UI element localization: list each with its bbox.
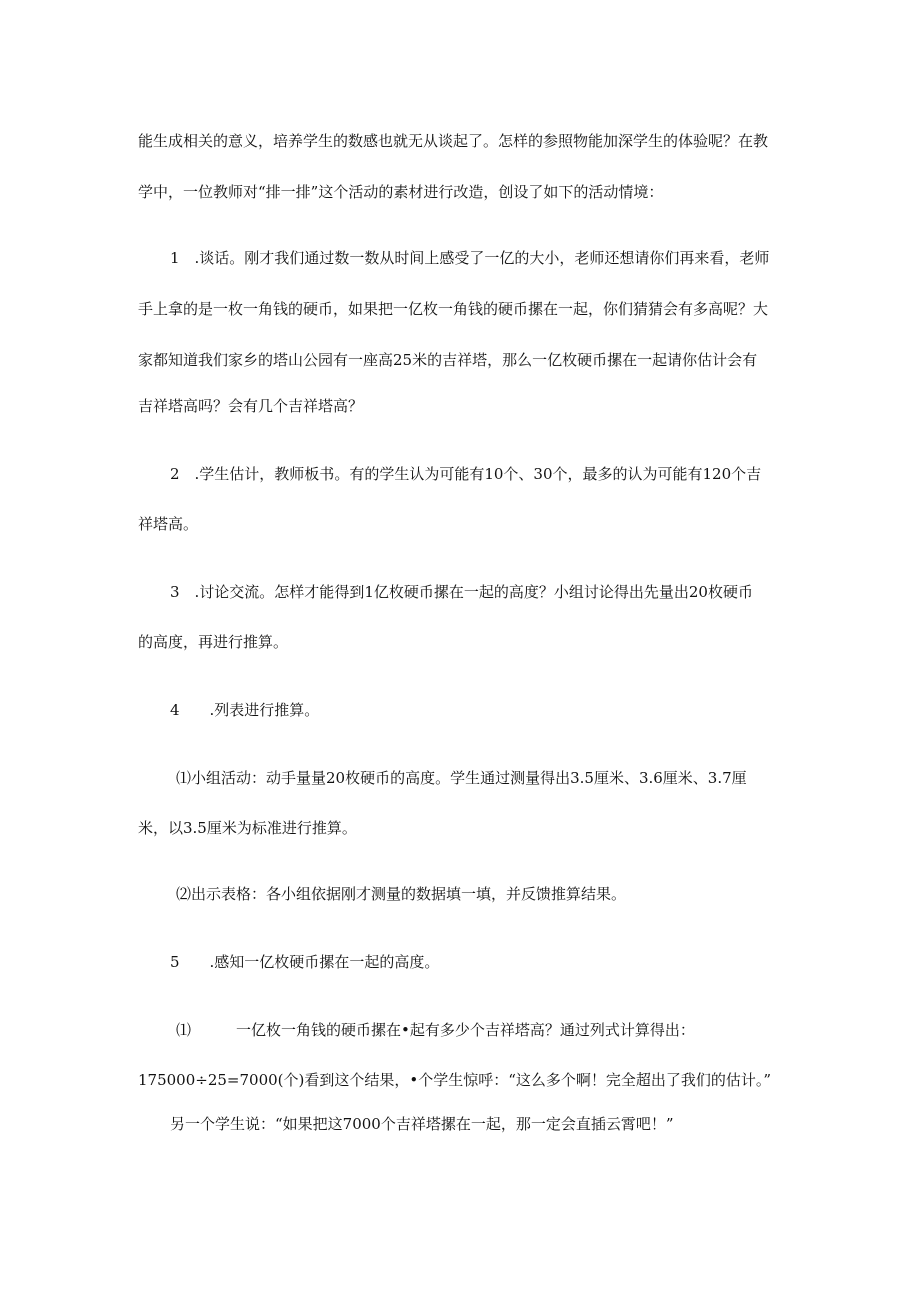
text-line: ⑴ 一亿枚一角钱的硬币摞在•起有多少个吉祥塔高？通过列式计算得出： bbox=[176, 1021, 695, 1039]
text-line: 学中，一位教师对“排一排”这个活动的素材进行改造，创设了如下的活动情境： bbox=[138, 183, 664, 201]
text-line: ⑴小组活动：动手量量20枚硬币的高度。学生通过测量得出3.5厘米、3.6厘米、3.7厘 bbox=[176, 769, 747, 787]
text-line: 家都知道我们家乡的塔山公园有一座高25米的吉祥塔，那么一亿枚硬币摞在一起请你估计会有 bbox=[138, 351, 758, 369]
text-line: 3 .讨论交流。怎样才能得到1亿枚硬币摞在一起的高度？小组讨论得出先量出20枚硬币 bbox=[170, 583, 753, 601]
text-line: 米，以3.5厘米为标准进行推算。 bbox=[138, 819, 357, 837]
text-line: 另一个学生说：“如果把这7000个吉祥塔摞在一起，那一定会直插云霄吧！” bbox=[170, 1115, 674, 1133]
text-line: 吉祥塔高吗？会有几个吉祥塔高？ bbox=[138, 397, 364, 415]
text-line: 2 .学生估计，教师板书。有的学生认为可能有10个、30个，最多的认为可能有120个吉 bbox=[170, 465, 762, 483]
text-line: 祥塔高。 bbox=[138, 515, 199, 533]
text-line: 能生成相关的意义，培养学生的数感也就无从谈起了。怎样的参照物能加深学生的体验呢？在教 bbox=[138, 132, 769, 150]
text-line: 的高度，再进行推算。 bbox=[138, 633, 289, 651]
text-line: 175000÷25=7000(个)看到这个结果，•个学生惊呼：“这么多个啊！完全超出了我们的估计。” bbox=[138, 1071, 772, 1089]
text-line: 1 .谈话。刚才我们通过数一数从时间上感受了一亿的大小，老师还想请你们再来看，老师 bbox=[170, 249, 770, 267]
text-line: 4 .列表进行推算。 bbox=[170, 701, 320, 719]
text-line: 5 .感知一亿枚硬币摞在一起的高度。 bbox=[170, 953, 440, 971]
text-line: 手上拿的是一枚一角钱的硬币，如果把一亿枚一角钱的硬币摞在一起，你们猜猜会有多高呢？大 bbox=[138, 300, 769, 318]
text-line: ⑵出示表格：各小组依据刚才测量的数据填一填，并反馈推算结果。 bbox=[176, 885, 627, 903]
